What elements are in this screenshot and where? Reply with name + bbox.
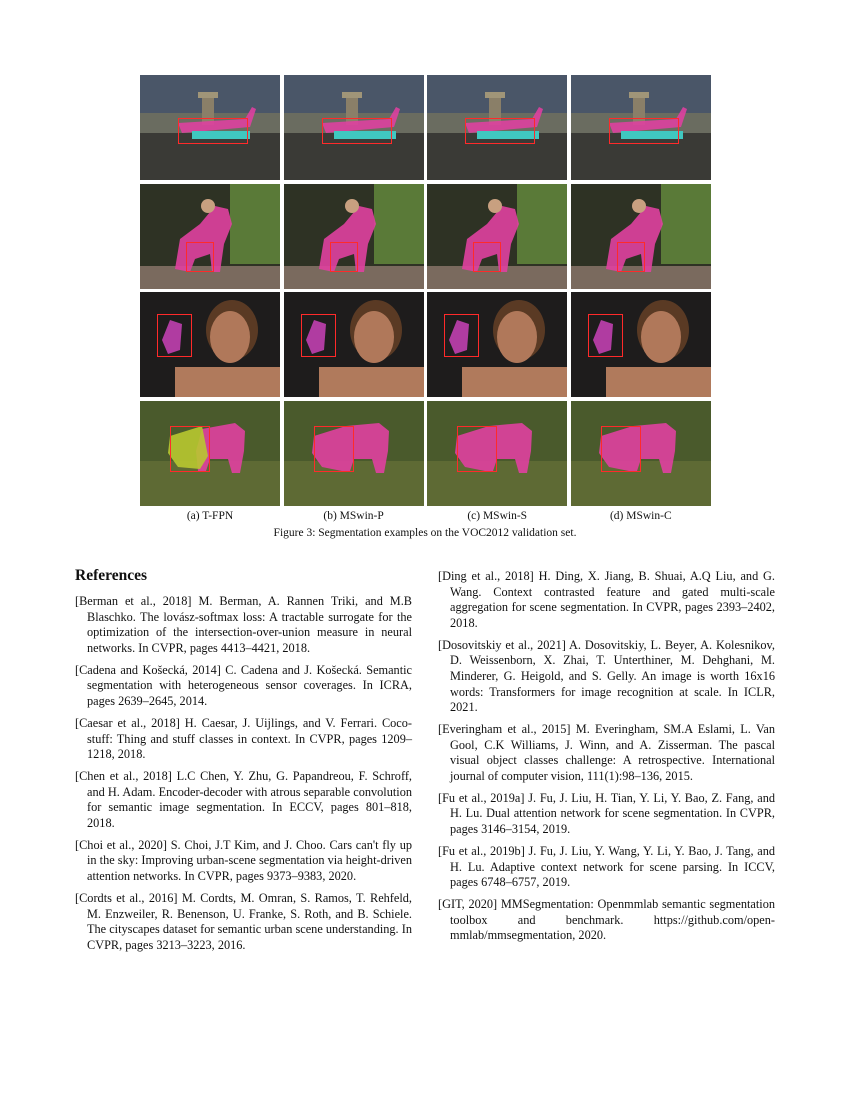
segmentation-figure — [140, 75, 711, 523]
image-face-mswin-p — [284, 292, 424, 397]
reference-cite: [Berman et al., 2018] — [75, 594, 192, 608]
reference-body: H. Ding, X. Jiang, B. Shuai, A.Q Liu, and G. Wang. Context contrasted feature and gated multi-scale aggregation for scene segmentation. In CVPR, pages 2393–2402, 2018. — [450, 569, 776, 630]
references-left-column — [75, 567, 412, 960]
reference-body: S. Choi, J.T Kim, and J. Choo. Cars can't fly up in the sky: Improving urban-scene segmentation via height-driven attention networks. In CVPR, pages 9373–9383, 2020. — [87, 837, 412, 884]
reference-entry — [438, 569, 775, 631]
image-aeroplane-mswin-p — [284, 75, 424, 180]
image-horse-tfpn — [140, 184, 280, 289]
reference-entry — [438, 791, 775, 838]
reference-entry — [438, 638, 775, 716]
reference-body: M. Everingham, SM.A Eslami, L. Van Gool, C.K Williams, J. Winn, and A. Zisserman. The pascal visual object classes challenge: A retrospective. International journal of computer vision, 111(1):98–136, 2015. — [450, 722, 775, 783]
reference-entry — [75, 594, 412, 656]
reference-entry — [75, 716, 412, 763]
image-face-tfpn — [140, 292, 280, 397]
image-cow-mswin-s — [427, 401, 567, 506]
image-aeroplane-tfpn — [140, 75, 280, 180]
reference-cite: [Dosovitskiy et al., 2021] — [438, 637, 566, 652]
image-cow-tfpn — [140, 401, 280, 506]
reference-entry — [75, 891, 412, 953]
reference-entry — [75, 663, 412, 710]
reference-cite: [Fu et al., 2019a] — [438, 790, 525, 805]
references-heading: References — [75, 567, 148, 584]
reference-entry — [438, 897, 775, 944]
reference-cite: [Fu et al., 2019b] — [438, 844, 525, 859]
subcaption-c: (c) MSwin-S — [467, 509, 528, 522]
image-grid — [140, 75, 711, 506]
image-cow-mswin-p — [284, 401, 424, 506]
reference-body: H. Caesar, J. Uijlings, and V. Ferrari. Coco-stuff: Thing and stuff classes in context. In CVPR, pages 1209–1218, 2018. — [87, 715, 412, 762]
reference-body: J. Fu, J. Liu, Y. Wang, Y. Li, Y. Bao, J. Tang, and H. Lu. Adaptive context network for scene parsing. In ICCV, pages 6748–6757, 2019. — [450, 844, 775, 890]
reference-entry — [438, 844, 775, 891]
image-face-mswin-c — [571, 292, 711, 397]
reference-body: A. Dosovitskiy, L. Beyer, A. Kolesnikov, D. Weissenborn, X. Zhai, T. Unterthiner, M. Dehghani, M. Minderer, G. Heigold, and S. Gelly. An image is worth 16x16 words: Transformers for image recognition at scale. In ICLR, 2021. — [450, 637, 775, 715]
reference-cite: [Ding et al., 2018] — [438, 569, 534, 583]
reference-cite: [GIT, 2020] — [438, 897, 498, 912]
image-aeroplane-mswin-s — [427, 75, 567, 180]
reference-body: M. Cordts, M. Omran, S. Ramos, T. Rehfeld, M. Enzweiler, R. Benenson, U. Franke, S. Roth, and B. Schiele. The cityscapes dataset for semantic urban scene understanding. In CVPR, pages 3213–3223, 2016. — [87, 891, 412, 952]
image-horse-mswin-s — [427, 184, 567, 289]
image-horse-mswin-p — [284, 184, 424, 289]
reference-cite: [Caesar et al., 2018] — [75, 715, 180, 730]
figure-caption: Figure 3: Segmentation examples on the VOC2012 validation set. — [273, 527, 577, 539]
reference-body: M. Berman, A. Rannen Triki, and M.B Blaschko. The lovász-softmax loss: A tractable surrogate for the optimization of the intersection-over-union measure in neural networks. In CVPR, pages 4413–4421, 2018. — [87, 594, 413, 655]
reference-body: L.C Chen, Y. Zhu, G. Papandreou, F. Schroff, and H. Adam. Encoder-decoder with atrous separable convolution for semantic image segmentation. In ECCV, pages 801–818, 2018. — [87, 769, 412, 830]
reference-body: J. Fu, J. Liu, H. Tian, Y. Li, Y. Bao, Z. Fang, and H. Lu. Dual attention network for scene segmentation. In CVPR, pages 3146–3154, 2019. — [450, 790, 775, 837]
image-aeroplane-mswin-c — [571, 75, 711, 180]
subcaption-a: (a) T-FPN — [186, 509, 234, 522]
reference-body: C. Cadena and J. Košecká. Semantic segmentation with heterogeneous sensor coverages. In ICRA, pages 2639–2645, 2014. — [87, 662, 412, 708]
subcaption-b: (b) MSwin-P — [323, 509, 384, 522]
reference-body: MMSegmentation: Openmmlab semantic segmentation toolbox and benchmark. https://github.com/open-mmlab/mmsegmentation, 2020. — [450, 897, 775, 943]
reference-cite: [Cadena and Košecká, 2014] — [75, 662, 221, 677]
reference-entry — [438, 722, 775, 784]
reference-cite: [Choi et al., 2020] — [75, 837, 167, 852]
subcaption-row — [140, 509, 711, 523]
image-face-mswin-s — [427, 292, 567, 397]
image-cow-mswin-c — [571, 401, 711, 506]
reference-entry — [75, 838, 412, 885]
reference-entry — [75, 769, 412, 831]
references-right-column — [438, 569, 775, 950]
reference-cite: [Chen et al., 2018] — [75, 769, 172, 784]
reference-cite: [Everingham et al., 2015] — [438, 722, 571, 737]
image-horse-mswin-c — [571, 184, 711, 289]
reference-cite: [Cordts et al., 2016] — [75, 891, 178, 906]
subcaption-d: (d) MSwin-C — [609, 509, 672, 522]
